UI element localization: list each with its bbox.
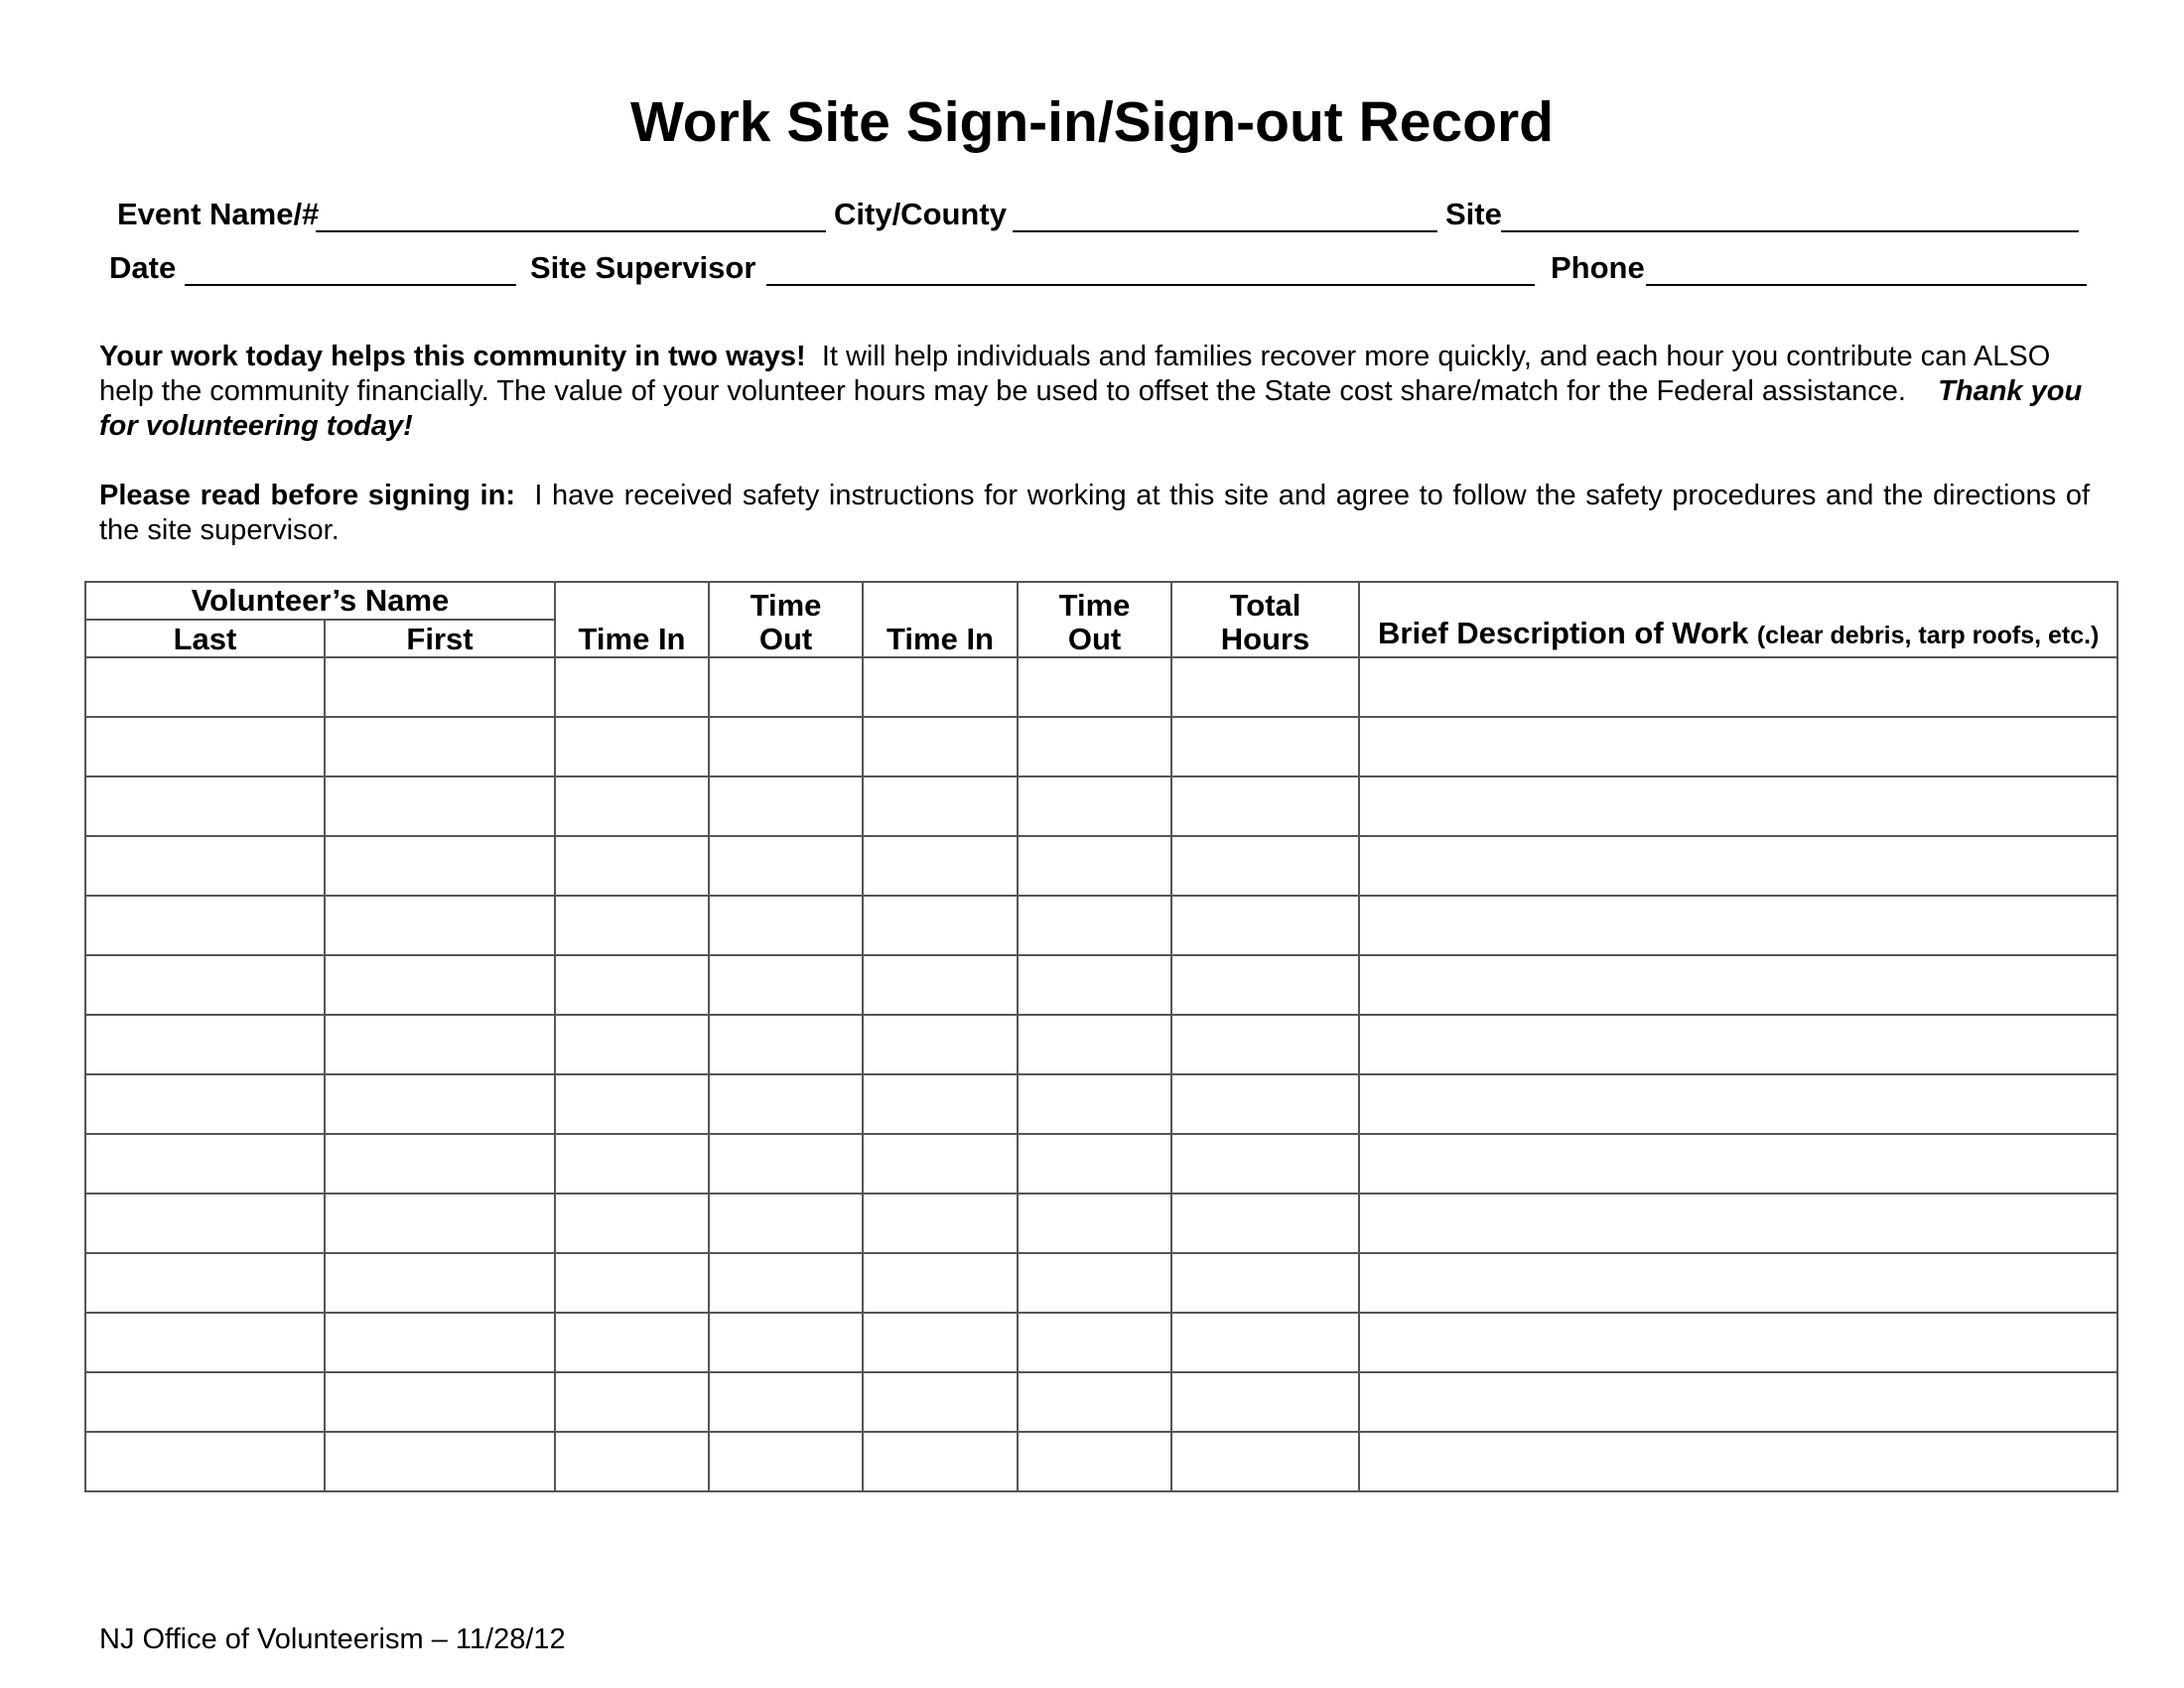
- last-name-cell[interactable]: [85, 776, 325, 836]
- city-county-field[interactable]: [834, 197, 1437, 236]
- site-supervisor-field[interactable]: [530, 250, 1535, 290]
- time-out-cell[interactable]: [709, 657, 863, 717]
- phone-label: Phone: [1551, 250, 1645, 285]
- first-name-cell[interactable]: [325, 955, 555, 1015]
- safety-notice: [99, 479, 2090, 548]
- event-name-field[interactable]: [117, 197, 826, 236]
- time-out-2-cell[interactable]: [1018, 657, 1171, 717]
- intro-thanks: Thank you for volunteering today!: [99, 375, 2083, 442]
- time-out-2-cell[interactable]: [1018, 1313, 1171, 1372]
- description-cell[interactable]: [1359, 717, 2117, 776]
- time-in-header-1: Time In: [555, 582, 709, 657]
- description-cell[interactable]: [1359, 1074, 2117, 1134]
- time-out-2-line2: Out: [1067, 622, 1122, 656]
- city-county-line[interactable]: [1013, 230, 1437, 232]
- log-table-body: [85, 657, 2117, 1491]
- time-in-2-cell[interactable]: [863, 955, 1018, 1015]
- time-in-2-cell[interactable]: [863, 776, 1018, 836]
- last-name-cell[interactable]: [85, 836, 325, 896]
- table-row: [85, 1372, 2117, 1432]
- table-row: [85, 1134, 2117, 1194]
- time-in-cell[interactable]: [555, 836, 709, 896]
- time-in-cell[interactable]: [555, 1313, 709, 1372]
- last-name-cell[interactable]: [85, 657, 325, 717]
- time-out-cell[interactable]: [709, 1372, 863, 1432]
- first-name-cell[interactable]: [325, 1372, 555, 1432]
- total-hours-cell[interactable]: [1171, 1015, 1359, 1074]
- first-name-cell[interactable]: [325, 1313, 555, 1372]
- time-in-cell[interactable]: [555, 776, 709, 836]
- total-hours-cell[interactable]: [1171, 1194, 1359, 1253]
- time-out-2-cell[interactable]: [1018, 1134, 1171, 1194]
- time-in-cell[interactable]: [555, 1194, 709, 1253]
- first-name-cell[interactable]: [325, 1015, 555, 1074]
- time-out-header-2: [1018, 582, 1171, 657]
- description-header: [1359, 582, 2117, 657]
- total-hours-header: [1171, 582, 1359, 657]
- last-name-cell[interactable]: [85, 896, 325, 955]
- city-county-label: City/County: [834, 197, 1007, 231]
- volunteer-name-header: Volunteer’s Name: [85, 582, 555, 620]
- total-hours-cell[interactable]: [1171, 1134, 1359, 1194]
- total-hours-cell[interactable]: [1171, 955, 1359, 1015]
- last-name-header: Last: [85, 620, 325, 657]
- time-out-1-line2: Out: [758, 622, 813, 656]
- phone-field[interactable]: [1551, 250, 2087, 290]
- time-out-2-cell[interactable]: [1018, 1253, 1171, 1313]
- time-in-2-cell[interactable]: [863, 1134, 1018, 1194]
- time-out-cell[interactable]: [709, 717, 863, 776]
- last-name-cell[interactable]: [85, 1074, 325, 1134]
- first-name-cell[interactable]: [325, 896, 555, 955]
- page-title: Work Site Sign-in/Sign-out Record: [630, 90, 1554, 154]
- time-out-cell[interactable]: [709, 1432, 863, 1491]
- time-in-2-cell[interactable]: [863, 1015, 1018, 1074]
- intro-body: It will help individuals and families recover more quickly, and each hour you contribute can ALSO help the community financially. The value of your volunteer hours may be used to offset the State cost share/match for the Federal assistance.: [99, 341, 2051, 407]
- date-field[interactable]: [109, 250, 516, 290]
- time-in-2-cell[interactable]: [863, 1432, 1018, 1491]
- time-in-header-2: Time In: [863, 582, 1018, 657]
- table-row: [85, 896, 2117, 955]
- time-in-cell[interactable]: [555, 717, 709, 776]
- time-in-cell[interactable]: [555, 955, 709, 1015]
- time-out-2-cell[interactable]: [1018, 1015, 1171, 1074]
- date-label: Date: [109, 250, 177, 285]
- time-in-2-cell[interactable]: [863, 836, 1018, 896]
- site-supervisor-label: Site Supervisor: [530, 250, 756, 285]
- table-row: [85, 717, 2117, 776]
- time-in-cell[interactable]: [555, 657, 709, 717]
- description-cell[interactable]: [1359, 1194, 2117, 1253]
- time-out-2-cell[interactable]: [1018, 776, 1171, 836]
- time-in-2-cell[interactable]: [863, 1313, 1018, 1372]
- time-in-cell[interactable]: [555, 1074, 709, 1134]
- total-line1: Total: [1229, 588, 1301, 623]
- time-out-header-1: [709, 582, 863, 657]
- description-cell[interactable]: [1359, 1253, 2117, 1313]
- header-row-1: [85, 582, 2117, 620]
- last-name-cell[interactable]: [85, 1253, 325, 1313]
- last-name-cell[interactable]: [85, 1015, 325, 1074]
- table-row: [85, 1432, 2117, 1491]
- last-name-cell[interactable]: [85, 1194, 325, 1253]
- total-hours-cell[interactable]: [1171, 657, 1359, 717]
- total-line2: Hours: [1220, 622, 1310, 656]
- table-row: [85, 657, 2117, 717]
- last-name-cell[interactable]: [85, 1432, 325, 1491]
- total-hours-cell[interactable]: [1171, 1074, 1359, 1134]
- footer-note: NJ Office of Volunteerism – 11/28/12: [99, 1623, 566, 1655]
- event-name-label: Event Name/#: [117, 197, 320, 231]
- header-fields-row-2: [0, 250, 2184, 290]
- table-row: [85, 776, 2117, 836]
- total-hours-cell[interactable]: [1171, 896, 1359, 955]
- time-out-cell[interactable]: [709, 1134, 863, 1194]
- time-out-2-cell[interactable]: [1018, 1432, 1171, 1491]
- total-hours-cell[interactable]: [1171, 1313, 1359, 1372]
- time-out-2-cell[interactable]: [1018, 717, 1171, 776]
- time-in-2-cell[interactable]: [863, 657, 1018, 717]
- event-name-line[interactable]: [316, 230, 826, 232]
- description-note: (clear debris, tarp roofs, etc.): [1756, 622, 2100, 649]
- notice-bold-lead: Please read before signing in:: [99, 480, 515, 511]
- time-out-2-cell[interactable]: [1018, 1372, 1171, 1432]
- time-in-cell[interactable]: [555, 896, 709, 955]
- table-row: [85, 1253, 2117, 1313]
- table-row: [85, 1015, 2117, 1074]
- time-out-cell[interactable]: [709, 955, 863, 1015]
- time-out-2-line1: Time: [1058, 588, 1131, 623]
- intro-paragraph: [99, 340, 2090, 444]
- time-out-cell[interactable]: [709, 896, 863, 955]
- description-cell[interactable]: [1359, 1313, 2117, 1372]
- total-hours-cell[interactable]: [1171, 1372, 1359, 1432]
- first-name-cell[interactable]: [325, 657, 555, 717]
- table-row: [85, 955, 2117, 1015]
- description-cell[interactable]: [1359, 1015, 2117, 1074]
- first-name-cell[interactable]: [325, 1134, 555, 1194]
- time-in-cell[interactable]: [555, 1015, 709, 1074]
- description-cell[interactable]: [1359, 1134, 2117, 1194]
- time-out-2-cell[interactable]: [1018, 1074, 1171, 1134]
- time-out-cell[interactable]: [709, 1313, 863, 1372]
- time-out-cell[interactable]: [709, 1194, 863, 1253]
- time-in-cell[interactable]: [555, 1372, 709, 1432]
- description-cell[interactable]: [1359, 836, 2117, 896]
- time-in-2-cell[interactable]: [863, 1074, 1018, 1134]
- site-supervisor-line[interactable]: [766, 284, 1535, 286]
- table-row: [85, 836, 2117, 896]
- phone-line[interactable]: [1646, 284, 2087, 286]
- time-in-2-cell[interactable]: [863, 717, 1018, 776]
- time-out-2-cell[interactable]: [1018, 1194, 1171, 1253]
- table-row: [85, 1074, 2117, 1134]
- description-cell[interactable]: [1359, 776, 2117, 836]
- time-out-cell[interactable]: [709, 1074, 863, 1134]
- first-name-cell[interactable]: [325, 1253, 555, 1313]
- time-out-cell[interactable]: [709, 836, 863, 896]
- last-name-cell[interactable]: [85, 955, 325, 1015]
- first-name-cell[interactable]: [325, 717, 555, 776]
- first-name-cell[interactable]: [325, 1074, 555, 1134]
- last-name-cell[interactable]: [85, 717, 325, 776]
- description-cell[interactable]: [1359, 955, 2117, 1015]
- time-in-cell[interactable]: [555, 1134, 709, 1194]
- date-line[interactable]: [185, 284, 516, 286]
- time-out-cell[interactable]: [709, 1253, 863, 1313]
- last-name-cell[interactable]: [85, 1372, 325, 1432]
- site-line[interactable]: [1501, 230, 2079, 232]
- time-out-2-cell[interactable]: [1018, 896, 1171, 955]
- sign-in-log-table: [84, 581, 2118, 1492]
- first-name-cell[interactable]: [325, 776, 555, 836]
- time-in-2-cell[interactable]: [863, 1194, 1018, 1253]
- first-name-cell[interactable]: [325, 1194, 555, 1253]
- time-out-1-line1: Time: [750, 588, 822, 623]
- table-row: [85, 1313, 2117, 1372]
- time-out-2-cell[interactable]: [1018, 955, 1171, 1015]
- first-name-header: First: [325, 620, 555, 657]
- table-row: [85, 1194, 2117, 1253]
- time-in-2-cell[interactable]: [863, 1372, 1018, 1432]
- total-hours-cell[interactable]: [1171, 717, 1359, 776]
- site-field[interactable]: [1445, 197, 2079, 236]
- total-hours-cell[interactable]: [1171, 776, 1359, 836]
- header-fields-row-1: [0, 197, 2184, 236]
- time-out-cell[interactable]: [709, 1015, 863, 1074]
- time-out-2-cell[interactable]: [1018, 836, 1171, 896]
- description-cell[interactable]: [1359, 896, 2117, 955]
- total-hours-cell[interactable]: [1171, 836, 1359, 896]
- first-name-cell[interactable]: [325, 1432, 555, 1491]
- description-cell[interactable]: [1359, 1372, 2117, 1432]
- last-name-cell[interactable]: [85, 1313, 325, 1372]
- time-in-2-cell[interactable]: [863, 1253, 1018, 1313]
- time-in-cell[interactable]: [555, 1432, 709, 1491]
- time-in-2-cell[interactable]: [863, 896, 1018, 955]
- site-label: Site: [1445, 197, 1502, 231]
- notice-body: I have received safety instructions for working at this site and agree to follow the safety procedures and the directions of the site supervisor.: [99, 480, 2090, 546]
- first-name-cell[interactable]: [325, 836, 555, 896]
- description-cell[interactable]: [1359, 1432, 2117, 1491]
- last-name-cell[interactable]: [85, 1134, 325, 1194]
- time-in-cell[interactable]: [555, 1253, 709, 1313]
- intro-bold-lead: Your work today helps this community in two ways!: [99, 341, 806, 372]
- total-hours-cell[interactable]: [1171, 1253, 1359, 1313]
- description-cell[interactable]: [1359, 657, 2117, 717]
- time-out-cell[interactable]: [709, 776, 863, 836]
- description-label: Brief Description of Work: [1378, 616, 1749, 650]
- total-hours-cell[interactable]: [1171, 1432, 1359, 1491]
